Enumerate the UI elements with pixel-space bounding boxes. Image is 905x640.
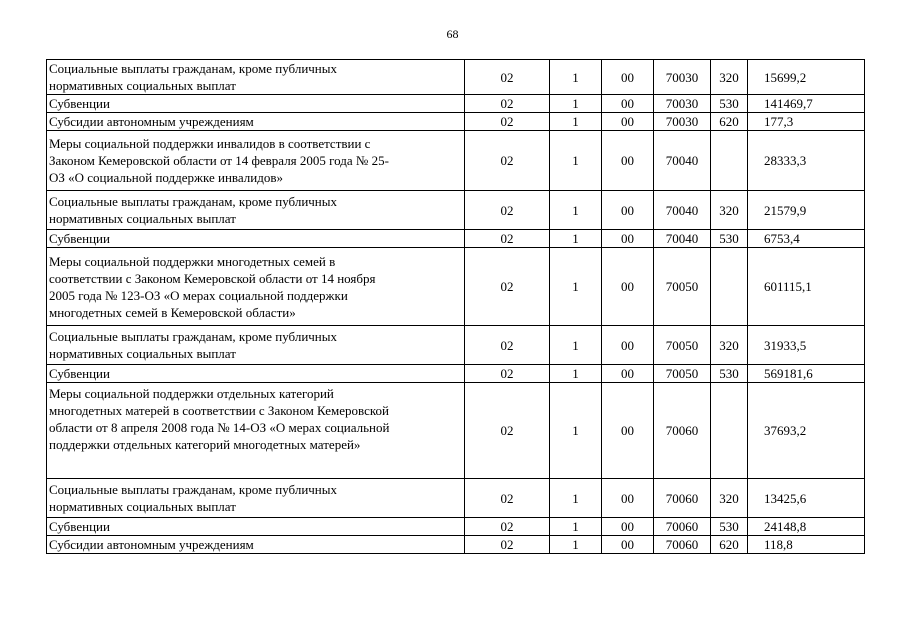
- program-code: 00: [602, 131, 654, 191]
- section-code: 02: [465, 95, 550, 113]
- table-row: [47, 365, 865, 383]
- subsection-code: 1: [550, 131, 602, 191]
- table-row: [47, 230, 865, 248]
- expense-type-code: 620: [711, 536, 748, 554]
- table-row: [47, 60, 865, 95]
- item-code: 70050: [654, 326, 711, 365]
- program-code: 00: [602, 113, 654, 131]
- program-code: 00: [602, 365, 654, 383]
- row-name: Субвенции: [47, 518, 465, 536]
- program-code: 00: [602, 479, 654, 518]
- item-code: 70040: [654, 131, 711, 191]
- expense-type-code: 320: [711, 326, 748, 365]
- row-name: Меры социальной поддержки отдельных категорий многодетных матерей в соответствии с Законом Кемеровской области от 8 апреля 2008 года № 14-ОЗ «О мерах социальной поддержки отдельных категорий многодетных матерей»: [47, 383, 465, 479]
- program-code: 00: [602, 191, 654, 230]
- item-code: 70050: [654, 248, 711, 326]
- section-code: 02: [465, 131, 550, 191]
- row-name: Субсидии автономным учреждениям: [47, 113, 465, 131]
- section-code: 02: [465, 536, 550, 554]
- section-code: 02: [465, 248, 550, 326]
- subsection-code: 1: [550, 326, 602, 365]
- row-name: Социальные выплаты гражданам, кроме публичных нормативных социальных выплат: [47, 60, 465, 95]
- subsection-code: 1: [550, 230, 602, 248]
- program-code: 00: [602, 383, 654, 479]
- expense-type-code: 530: [711, 95, 748, 113]
- subsection-code: 1: [550, 60, 602, 95]
- row-name: Субвенции: [47, 365, 465, 383]
- page-number: 68: [446, 27, 459, 41]
- expense-type-code: 620: [711, 113, 748, 131]
- row-name: Меры социальной поддержки инвалидов в соответствии с Законом Кемеровской области от 14 февраля 2005 года № 25- ОЗ «О социальной поддержке инвалидов»: [47, 131, 465, 191]
- section-code: 02: [465, 383, 550, 479]
- table-row: [47, 536, 865, 554]
- program-code: 00: [602, 518, 654, 536]
- section-code: 02: [465, 326, 550, 365]
- section-code: 02: [465, 365, 550, 383]
- section-code: 02: [465, 113, 550, 131]
- amount: 569181,6: [748, 365, 865, 383]
- amount: 28333,3: [748, 131, 865, 191]
- subsection-code: 1: [550, 248, 602, 326]
- item-code: 70030: [654, 113, 711, 131]
- expense-type-code: [711, 383, 748, 479]
- row-name: Субсидии автономным учреждениям: [47, 536, 465, 554]
- amount: 24148,8: [748, 518, 865, 536]
- item-code: 70050: [654, 365, 711, 383]
- subsection-code: 1: [550, 536, 602, 554]
- expense-type-code: [711, 131, 748, 191]
- amount: 141469,7: [748, 95, 865, 113]
- item-code: 70060: [654, 518, 711, 536]
- item-code: 70060: [654, 479, 711, 518]
- program-code: 00: [602, 60, 654, 95]
- amount: 37693,2: [748, 383, 865, 479]
- amount: 13425,6: [748, 479, 865, 518]
- item-code: 70040: [654, 191, 711, 230]
- program-code: 00: [602, 230, 654, 248]
- amount: 118,8: [748, 536, 865, 554]
- row-name: Субвенции: [47, 95, 465, 113]
- expense-type-code: 530: [711, 518, 748, 536]
- table-row: [47, 191, 865, 230]
- expense-type-code: 320: [711, 60, 748, 95]
- table-row: [47, 248, 865, 326]
- amount: 601115,1: [748, 248, 865, 326]
- program-code: 00: [602, 95, 654, 113]
- amount: 31933,5: [748, 326, 865, 365]
- table-row: [47, 113, 865, 131]
- row-name: Социальные выплаты гражданам, кроме публичных нормативных социальных выплат: [47, 326, 465, 365]
- item-code: 70030: [654, 60, 711, 95]
- section-code: 02: [465, 230, 550, 248]
- expense-type-code: 530: [711, 230, 748, 248]
- row-name: Социальные выплаты гражданам, кроме публичных нормативных социальных выплат: [47, 191, 465, 230]
- section-code: 02: [465, 479, 550, 518]
- table-row: [47, 383, 865, 479]
- row-name: Социальные выплаты гражданам, кроме публичных нормативных социальных выплат: [47, 479, 465, 518]
- amount: 21579,9: [748, 191, 865, 230]
- program-code: 00: [602, 536, 654, 554]
- item-code: 70040: [654, 230, 711, 248]
- table-row: [47, 95, 865, 113]
- budget-table: [46, 59, 865, 554]
- expense-type-code: 530: [711, 365, 748, 383]
- row-name: Меры социальной поддержки многодетных семей в соответствии с Законом Кемеровской области от 14 ноября 2005 года № 123-ОЗ «О мерах социальной поддержки многодетных семей в Кемеровской области»: [47, 248, 465, 326]
- expense-type-code: 320: [711, 191, 748, 230]
- program-code: 00: [602, 248, 654, 326]
- subsection-code: 1: [550, 113, 602, 131]
- program-code: 00: [602, 326, 654, 365]
- table-row: [47, 479, 865, 518]
- section-code: 02: [465, 60, 550, 95]
- item-code: 70060: [654, 536, 711, 554]
- section-code: 02: [465, 518, 550, 536]
- table-row: [47, 518, 865, 536]
- amount: 6753,4: [748, 230, 865, 248]
- section-code: 02: [465, 191, 550, 230]
- subsection-code: 1: [550, 518, 602, 536]
- subsection-code: 1: [550, 95, 602, 113]
- subsection-code: 1: [550, 383, 602, 479]
- row-name: Субвенции: [47, 230, 465, 248]
- item-code: 70030: [654, 95, 711, 113]
- subsection-code: 1: [550, 479, 602, 518]
- expense-type-code: 320: [711, 479, 748, 518]
- subsection-code: 1: [550, 365, 602, 383]
- subsection-code: 1: [550, 191, 602, 230]
- amount: 177,3: [748, 113, 865, 131]
- table-row: [47, 131, 865, 191]
- table-row: [47, 326, 865, 365]
- expense-type-code: [711, 248, 748, 326]
- amount: 15699,2: [748, 60, 865, 95]
- item-code: 70060: [654, 383, 711, 479]
